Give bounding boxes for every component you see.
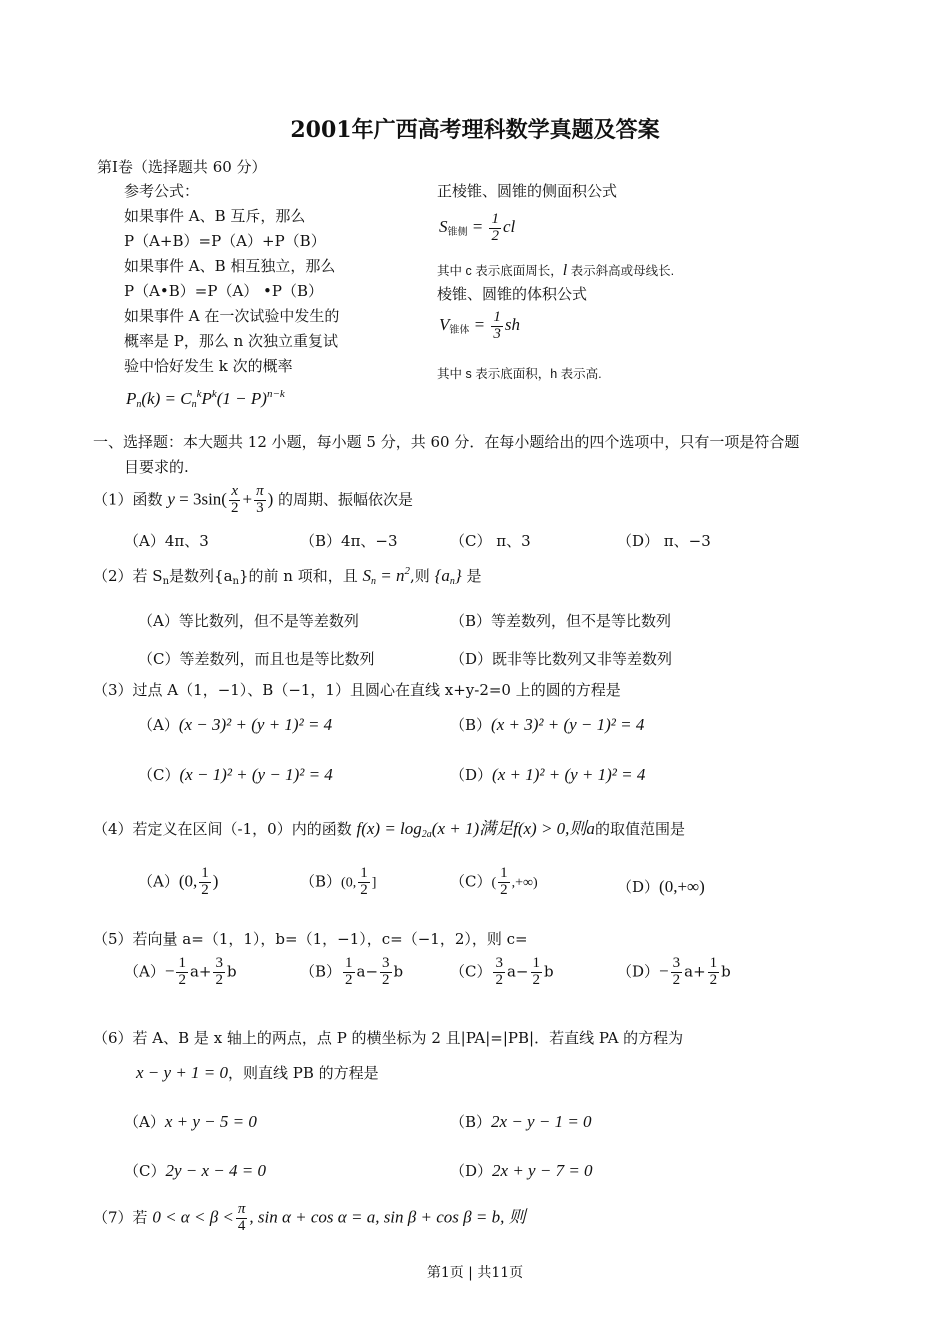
question-5: （5）若向量 a=（1，1），b=（1，−1），c=（−1，2），则 c= — [93, 930, 528, 948]
q7-formula: , sin α + cos α = a, sin β + cos β = b, 则 — [249, 1207, 526, 1227]
option-label: （A） — [138, 716, 179, 734]
q5-option-b: （B） $\frac{1}{2}$ a− $\frac{3}{2}$ b — [300, 955, 404, 988]
q6-option-b — [450, 1111, 592, 1132]
ref-note-text: 其中 c 表示底面周长， — [437, 264, 563, 278]
q6-option-d — [450, 1160, 593, 1181]
q3-option-a — [138, 714, 332, 735]
ref-line: 验中恰好发生 k 次的概率 — [124, 357, 293, 375]
formula-subscript: 锥侧 — [447, 227, 468, 239]
question-text: ,则 — [410, 567, 430, 585]
q1-option-b: （B）4π、−3 — [300, 532, 398, 550]
question-text: 是 — [466, 567, 482, 585]
option-formula: (x + 1)² + (y + 1)² = 4 — [492, 765, 646, 784]
question-6: （6）若 A、B 是 x 轴上的两点，点 P 的横坐标为 2 且|PA|=|PB|．若直线 PA 的方程为 — [93, 1029, 684, 1047]
option-formula: 2y − x − 4 = 0 — [165, 1161, 266, 1180]
option-label: （D） — [450, 766, 493, 784]
ref-line: 如果事件 A、B 互斥，那么 — [124, 207, 306, 225]
question-2: （2）若 $S_n$是数列$\{a_n\}$的前 n 项和，且 $S_n = n^2$,则 $\{a_n\}$ 是 — [93, 565, 482, 587]
option-formula: (0,+∞) — [659, 877, 705, 896]
question-4 — [93, 814, 685, 840]
question-text: 是数列{a — [169, 567, 233, 585]
question-text: （1）函数 — [93, 490, 163, 509]
q4-option-d — [617, 876, 705, 897]
ref-line: 概率是 P，那么 n 次独立重复试 — [124, 332, 339, 350]
q7-formula: 0 < α < β < — [152, 1207, 234, 1227]
option-formula: 2x − y − 1 = 0 — [491, 1112, 592, 1131]
option-formula: (x + 3)² + (y − 1)² = 4 — [491, 715, 645, 734]
q3-option-c — [138, 764, 333, 785]
option-label: （B） — [300, 962, 342, 981]
ref-line: 如果事件 A 在一次试验中发生的 — [124, 307, 340, 325]
page-title: 2001年广西高考理科数学真题及答案 — [290, 117, 660, 143]
q4-option-b: （B）(0, $\frac{1}{2}$ ] — [300, 865, 377, 898]
option-label: （D） — [450, 1162, 493, 1180]
option-label: （B） — [300, 872, 342, 891]
option-label: （A） — [138, 872, 179, 891]
q1-option-d: （D） π、−3 — [617, 532, 711, 550]
volume-formula: $V_{锥体}$ = $\frac{1}{3}$ sh — [439, 309, 520, 342]
option-label: （A） — [124, 1113, 165, 1131]
ref-heading: 参考公式： — [124, 182, 200, 200]
q2-option-c: （C）等差数列，而且也是等比数列 — [138, 650, 375, 668]
option-formula: (x − 3)² + (y + 1)² = 4 — [178, 715, 333, 734]
ref-note-lateral: 其中 c 表示底面周长，l 表示斜高或母线长. — [437, 262, 675, 279]
lateral-area-formula: $S_{锥侧}$ = $\frac{1}{2}$ cl — [439, 211, 516, 244]
q2-option-d: （D）既非等比数列又非等差数列 — [450, 650, 673, 668]
question-3: （3）过点 A（1，−1）、B（−1，1）且圆心在直线 x+y-2=0 上的圆的方程是 — [93, 681, 621, 699]
part-intro-line2: 目要求的. — [124, 458, 189, 476]
question-text: （2）若 S — [93, 567, 163, 585]
ref-line: 如果事件 A、B 相互独立，那么 — [124, 257, 336, 275]
option-label: （B） — [450, 1113, 492, 1131]
option-label: （C） — [450, 872, 492, 891]
binomial-formula: $P_n(k) = C_n^kP^k(1 - P)^{n-k}$ — [126, 388, 285, 410]
question-text: （4）若定义在区间（-1，0）内的函数 — [93, 820, 352, 838]
ref-note-text: 表示斜高或母线长. — [570, 264, 675, 278]
q5-option-d: （D）− $\frac{3}{2}$ a+ $\frac{1}{2}$ b — [617, 955, 731, 988]
question-1: （1）函数 y = 3sin( $\frac{x}{2}$ + $\frac{\pi}{3}$ ) 的周期、振幅依次是 — [93, 483, 414, 516]
question-7: （7）若 0 < α < β < $\frac{\pi}{4}$ , sin α + cos α = a, sin β + cos β = b, 则 — [93, 1201, 526, 1234]
q1-option-a: （A）4π、3 — [124, 532, 209, 550]
q2-option-a: （A）等比数列，但不是等差数列 — [138, 612, 359, 630]
option-formula: (x − 1)² + (y − 1)² = 4 — [179, 765, 333, 784]
option-label: （D） — [617, 878, 660, 896]
option-label: （D） — [617, 962, 660, 981]
ref-heading-volume: 棱锥、圆锥的体积公式 — [437, 285, 588, 303]
q3-option-d — [450, 764, 645, 785]
q5-option-a: （A）− $\frac{1}{2}$ a+ $\frac{3}{2}$ b — [124, 955, 237, 988]
option-label: （A） — [124, 962, 165, 981]
option-label: （C） — [138, 766, 180, 784]
q5-option-c: （C） $\frac{3}{2}$ a− $\frac{1}{2}$ b — [450, 955, 554, 988]
ref-line: P（A+B）=P（A）+P（B） — [124, 232, 326, 250]
formula-subscript: 锥体 — [449, 325, 470, 337]
question-text: ，则直线 PB 的方程是 — [228, 1064, 379, 1082]
q1-option-c: （C） π、3 — [450, 532, 531, 550]
q6-option-a — [124, 1111, 257, 1132]
option-label: （C） — [450, 962, 492, 981]
option-label: （C） — [124, 1162, 166, 1180]
page-footer: 第1页 | 共11页 — [426, 1265, 524, 1281]
q2-option-b: （B）等差数列，但不是等比数列 — [450, 612, 672, 630]
q6-option-c — [124, 1160, 266, 1181]
option-formula: x + y − 5 = 0 — [164, 1112, 257, 1131]
q3-option-b — [450, 714, 644, 735]
q4-formula: (x + 1)满足f(x) > 0,则a — [431, 819, 595, 838]
question-text: }的前 n 项和，且 — [239, 567, 358, 585]
part-intro-line1: 一、选择题：本大题共 12 小题，每小题 5 分，共 60 分．在每小题给出的四个选项中，只有一项是符合题 — [93, 433, 800, 451]
ref-line: P（A•B）=P（A） •P（B） — [124, 282, 324, 300]
q6-equation: x − y + 1 = 0 — [136, 1063, 229, 1082]
ref-note-volume: 其中 s 表示底面积，h 表示高. — [437, 367, 602, 381]
q4-formula: f(x) = log — [356, 819, 422, 838]
q4-option-c: （C）( $\frac{1}{2}$ ,+∞) — [450, 865, 538, 898]
question-text: 的周期、振幅依次是 — [278, 490, 414, 509]
option-formula: 2x + y − 7 = 0 — [492, 1161, 593, 1180]
ref-heading-lateral: 正棱锥、圆锥的侧面积公式 — [437, 182, 618, 200]
q4-option-a: （A）(0, $\frac{1}{2}$ ) — [138, 865, 219, 898]
section-heading: 第Ⅰ卷（选择题共 60 分） — [97, 158, 267, 176]
question-6-line2 — [136, 1062, 379, 1083]
option-label: （B） — [450, 716, 492, 734]
q4-log-base: 2a — [421, 829, 432, 840]
question-text: （7）若 — [93, 1208, 148, 1227]
question-text: 的取值范围是 — [594, 820, 685, 838]
